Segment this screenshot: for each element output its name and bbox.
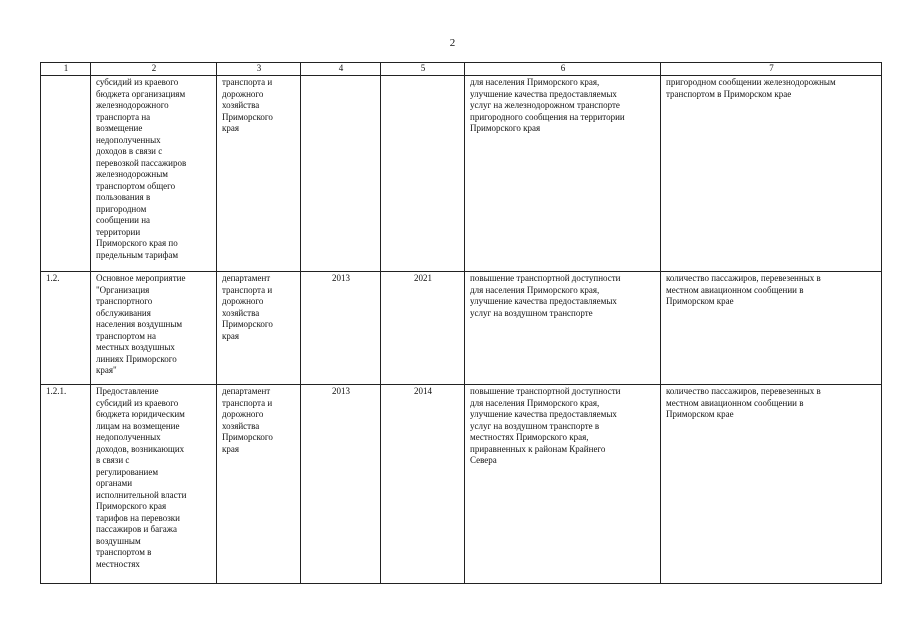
page-number: 2 xyxy=(449,37,456,49)
header-row xyxy=(41,63,882,76)
activity-name-cell: Основное мероприятие "Организация транспортного обслуживания населения воздушным транспортом на местных воздушных линиях Приморского края" xyxy=(91,272,217,385)
expected-result-cell: повышение транспортной доступности для населения Приморского края, улучшение качества предоставляемых услуг на воздушном транспорте в местностях Приморского края, приравненных к районам Крайнего Севера xyxy=(465,385,661,584)
executor-cell: департамент транспорта и дорожного хозяйства Приморского края xyxy=(217,272,301,385)
column-header-1: 1 xyxy=(41,63,91,76)
column-header-7: 7 xyxy=(661,63,882,76)
indicator-cell: количество пассажиров, перевезенных в местном авиационном сообщении в Приморском крае xyxy=(661,385,882,584)
column-header-5: 5 xyxy=(381,63,465,76)
start-year-cell: 2013 xyxy=(301,385,381,584)
program-activities-table xyxy=(40,62,882,584)
column-header-3: 3 xyxy=(217,63,301,76)
executor-cell: транспорта и дорожного хозяйства Приморского края xyxy=(217,76,301,272)
executor-cell: департамент транспорта и дорожного хозяйства Приморского края xyxy=(217,385,301,584)
table-row xyxy=(41,272,882,385)
start-year-cell: 2013 xyxy=(301,272,381,385)
table-row xyxy=(41,385,882,584)
activity-name-cell: Предоставление субсидий из краевого бюджета юридическим лицам на возмещение недополученных доходов, возникающих в связи с регулированием органами исполнительной власти Приморского края тарифов на перевозки пассажиров и багажа воздушным транспортом в местностях xyxy=(91,385,217,584)
indicator-cell: количество пассажиров, перевезенных в местном авиационном сообщении в Приморском крае xyxy=(661,272,882,385)
start-year-cell xyxy=(301,76,381,272)
activity-name-cell: субсидий из краевого бюджета организациям железнодорожного транспорта на возмещение недополученных доходов в связи с перевозкой пассажиров железнодорожным транспортом общего пользования в пригородном сообщении на территории Приморского края по предельным тарифам xyxy=(91,76,217,272)
row-number-cell xyxy=(41,76,91,272)
column-header-2: 2 xyxy=(91,63,217,76)
end-year-cell: 2021 xyxy=(381,272,465,385)
table-row xyxy=(41,76,882,272)
indicator-cell: пригородном сообщении железнодорожным транспортом в Приморском крае xyxy=(661,76,882,272)
column-header-4: 4 xyxy=(301,63,381,76)
end-year-cell xyxy=(381,76,465,272)
expected-result-cell: повышение транспортной доступности для населения Приморского края, улучшение качества предоставляемых услуг на воздушном транспорте xyxy=(465,272,661,385)
column-header-6: 6 xyxy=(465,63,661,76)
end-year-cell: 2014 xyxy=(381,385,465,584)
row-number-cell: 1.2.1. xyxy=(41,385,91,584)
row-number-cell: 1.2. xyxy=(41,272,91,385)
expected-result-cell: для населения Приморского края, улучшение качества предоставляемых услуг на железнодорожном транспорте пригородного сообщения на территории Приморского края xyxy=(465,76,661,272)
